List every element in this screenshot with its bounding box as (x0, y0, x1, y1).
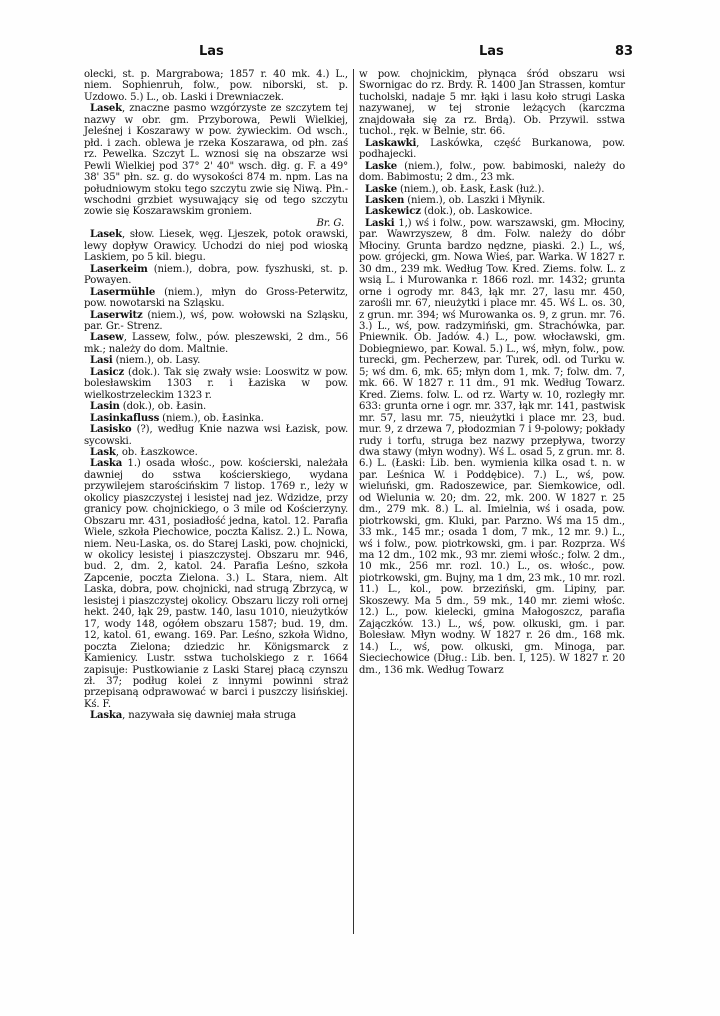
entry-text: , słow. Liesek, węg. Ljeszek, potok orawski, lewy dopływ Orawicy. Uchodzi do niej pod wioską Laskiem, po 5 kil. biegu. (84, 229, 348, 264)
entry (84, 447, 348, 458)
left-column (84, 69, 348, 722)
page-header (0, 40, 720, 64)
entry (84, 401, 348, 412)
page-number: 83 (615, 44, 634, 59)
entry (359, 161, 625, 184)
entry (84, 69, 348, 103)
entry-text: , nazywała się dawniej mała struga (122, 710, 297, 722)
entry-headword: Lasew (90, 332, 124, 344)
entry-text: (niem.), ob. Lasy. (112, 355, 201, 367)
entry-headword: Lasermühle (90, 286, 156, 298)
entry-text: (dok.), ob. Laskowice. (420, 206, 533, 218)
entry-headword: Laskawki (365, 137, 417, 149)
entry (84, 458, 348, 710)
entry-headword: Lasinkafluss (90, 412, 160, 424)
entry-text: (dok.). Tak się zwały wsie: Looswitz w pow. bolesławskim 1303 r. i Łaziska w pow. wielkostrzeleckim 1323 r. (84, 366, 348, 401)
entry-headword: Laserkeim (90, 263, 148, 275)
entry-text: , ob. Łaszkowce. (115, 446, 198, 458)
entry (84, 264, 348, 287)
entry-text: (niem.), wś, pow. wołowski na Szląsku, par. Gr.- Strenz. (84, 309, 348, 332)
entry-text: (niem.), folw., pow. babimoski, należy do dom. Babimostu; 2 dm., 23 mk. (359, 160, 625, 184)
entry (84, 218, 348, 229)
entry-text: , Laskówka, część Burkanowa, pow. podhajecki. (359, 137, 625, 161)
entry (84, 710, 348, 721)
entry-text: (niem.), młyn do Gross-Peterwitz, pow. nowotarski na Szląsku. (84, 286, 348, 310)
entry-headword: Laske (365, 160, 397, 172)
entry-text: w pow. chojnickim, płynąca śród obszaru wsi Swornigac do rz. Brdy. R. 1400 Jan Strassen, komtur tucholski, nadaje 5 mr. łąki i lasu koło strugi Laska nazywanej, w tej stronie leżących (karczma znajdowała się za rz. Brdą). Ob. Przywil. sstwa tuchol., ręk. w Belnie, str. 66. (359, 69, 625, 138)
entry-headword: Laski (365, 217, 395, 229)
entry-headword: Laskewicz (365, 206, 421, 218)
entry-text: 1,) wś i folw., pow. warszawski, gm. Młociny, par. Wawrzyszew, 8 dm. Folw. należy do dóbr Młociny. Grunta bardzo nędzne, piaski. 2.) L., wś, pow. grójecki, gm. Nowa Wieś, par. Warka. W 1827 r. 30 dm., 239 mk. Według Tow. Kred. Ziems. folw. L. z wsią L. i Murowanka r. 1866 rozl. mr. 1432; grunta orne i ogrody mr. 843, łąk mr. 27, lasu mr. 450, zarośli mr. 67, nieużytki i place mr. 45. Wś L. os. 30, z grun. mr. 394; wś Murowanka os. 9, z grun. mr. 76. 3.) L., wś, pow. radzymiński, gm. Strachówka, par. Pniewnik. Ob. Jadów. 4.) L., pow. włocławski, gm. Dobiegniewo, par. Kowal. 5.) L., wś, młyn, folw., pow. turecki, gm. Pecherzew, par. Turek, odl. od Turku w. 5; wś dm. 6, mk. 65; młyn dom 1, mk. 7; folw. dm. 7, mk. 66. W 1827 r. 11 dm., 91 mk. Według Towarz. Kred. Ziems. folw. L. od rz. Warty w. 10, rozległy mr. 633: grunta orne i ogr. mr. 337, łąk mr. 141, pastwisk mr. 57, lasu mr. 75, nieużytki i place mr. 23, bud. mur. 9, z drzewa 7, płodozmian 7 i 9-polowy; pokłady rudy i torfu, struga bez nazwy przepływa, tworzy dwa stawy (młyn wodny). Wś L. osad 5, z grun. mr. 8. 6.) L. (Łaski: Lib. ben. wymienia kilka osad t. n. w par. Leśnica W. i Poddębice). 7.) L., wś, pow. wieluński, gm. Radoszewice, par. Siemkowice, odl. od Wielunia w. 20; dm. 22, mk. 200. W 1827 r. 25 dm., 279 mk. 8.) L. al. Imielnia, wś i osada, pow. piotrkowski, gm. Kluki, par. Parzno. Wś ma 15 dm., 33 mk., 145 mr.; osada 1 dom, 7 mk., 12 mr. 9.) L., wś i folw., pow. piotrkowski, gm. i par. Rozprza. Wś ma 12 dm., 102 mk., 93 mr. ziemi włośc.; folw. 2 dm., 10 mk., 256 mr. rozl. 10.) L., os. włośc., pow. piotrkowski, gm. Bujny, ma 1 dm, 23 mk., 10 mr. rozl. 11.) L., kol., pow. brzeziński, gm. Lipiny, par. Skoszewy. Ma 5 dm., 59 mk., 140 mr. ziemi włośc. 12.) L., pow. kielecki, gmina Małogoszcz, parafia Zajączków. 13.) L., wś, pow. olkuski, gm. i par. Bolesław. Młyn wodny. W 1827 r. 26 dm., 168 mk. 14.) L., wś, pow. olkuski, gm. Minoga, par. Sieciechowice (Dług.: Lib. ben. I, 125). W 1827 r. 20 dm., 136 mk. Według Towarz (359, 217, 625, 676)
entry (359, 138, 625, 161)
entry-headword: Laske (365, 183, 397, 195)
entry (359, 69, 625, 138)
entry-text: , Lassew, folw., pów. pleszewski, 2 dm., 56 mk.; należy do dom. Maltnie. (84, 332, 348, 355)
entry-text: (niem.), ob. Łasinka. (159, 412, 264, 424)
entry-text: (niem.), ob. Łask, Łask (łuż.). (397, 183, 545, 195)
entry (84, 103, 348, 218)
running-head-right: Las (479, 44, 504, 59)
entry-headword: Laska (90, 710, 123, 722)
entry (84, 287, 348, 310)
entry-headword: Lasek (90, 103, 122, 115)
entry (84, 310, 348, 333)
entry-text: (niem.), dobra, pow. fyszhuski, st. p. Powayen. (84, 263, 348, 287)
entry-text: (dok.), ob. Łasin. (119, 401, 207, 413)
entry (84, 332, 348, 355)
entry-text: Br. G. (316, 217, 344, 229)
entry (84, 424, 348, 447)
entry (359, 206, 625, 217)
entry (84, 367, 348, 401)
column-divider (353, 69, 354, 934)
entry-headword: Lasicz (90, 366, 125, 378)
entry-text: olecki, st. p. Margrabowa; 1857 r. 40 mk. 4.) L., niem. Sophienruh, folw., pow. niborski, st. p. Uzdowo. 5.) L., ob. Laski i Drewniaczek. (84, 69, 348, 103)
entry-text: 1.) osada włośc., pow. kościerski, należała dawniej do sstwa kościerskiego, wydana przywilejem starościńskim 7 listop. 1769 r., leży w okolicy piaszczystej i lesistej nad jez. Wdzidze, przy granicy pow. chojnickiego, o 3 mile od Kościerzyny. Obszaru mr. 431, posiadłość jedna, katol. 12. Parafia Wiele, szkoła Piechowice, poczta Kalisz. 2.) L. Nowa, niem. Neu-Laska, os. do Starej Laski, pow. chojnicki, w okolicy lesistej i piaszczystej. Obszaru mr. 946, bud. 2, dm. 2, katol. 24. Parafia Leśno, szkoła Zapcenie, poczta Zielona. 3.) L. Stara, niem. Alt Laska, dobra, pow. chojnicki, nad strugą Zbrzycą, w lesistej i piaszczystej okolicy. Obszaru liczy roli ornej hekt. 240, łąk 29, pastw. 140, lasu 1010, nieużytków 17, wody 148, ogółem obszaru 1587; bud. 19, dm. 12, katol. 61, ewang. 169. Par. Leśno, szkoła Widno, poczta Zielona; dziedzic hr. Königsmarck z Kamienicy. Lustr. sstwa tucholskiego z r. 1664 zapisuje: Pustkowianie z Laski Starej płacą czynszu zł. 37; podług kolei z innymi powinni straż przepisaną odprawować w barci i puszczy lisińskiej. Kś. F. (84, 458, 348, 710)
entry-text: (niem.), ob. Laszki i Młynik. (404, 194, 546, 206)
running-head-left: Las (199, 44, 224, 59)
entry-headword: Lasin (90, 401, 120, 413)
entry-headword: Lasi (90, 355, 113, 367)
entry-text: (?), według Knie nazwa wsi Łazisk, pow. sycowski. (84, 424, 348, 447)
entry-headword: Laska (90, 458, 123, 470)
entry-headword: Lasek (90, 229, 122, 241)
entry-headword: Laserwitz (90, 309, 143, 321)
entry (359, 218, 625, 676)
entry (84, 355, 348, 366)
right-column (359, 69, 625, 676)
entry-headword: Lask (90, 446, 116, 458)
entry (84, 229, 348, 263)
entry-headword: Lasisko (90, 424, 132, 436)
entry-headword: Lasken (365, 194, 405, 206)
entry (359, 195, 625, 206)
entry-text: , znaczne pasmo wzgórzyste ze szczytem tej nazwy w obr. gm. Przyborowa, Pewli Wielkiej, Jeleśnej i Koszarawy w pow. żywieckim. Od wsch., płd. i zach. oblewa je rzeka Koszarawa, od płn. zaś rz. Pewelka. Szczyt L. wznosi się na obszarze wsi Pewli Wielkiej pod 37° 2' 40" wsch. dłg. g. F. a 49° 38' 35" płn. sz. g. do wysokości 874 m. npm. Las na południowym stoku tego szczytu zwie się Niwą. Płn.-wschodni grzbiet wysuwający się od tego szczytu zowie się Koszarawskim groniem. (84, 103, 348, 218)
entry (359, 184, 625, 195)
entry (84, 413, 348, 424)
